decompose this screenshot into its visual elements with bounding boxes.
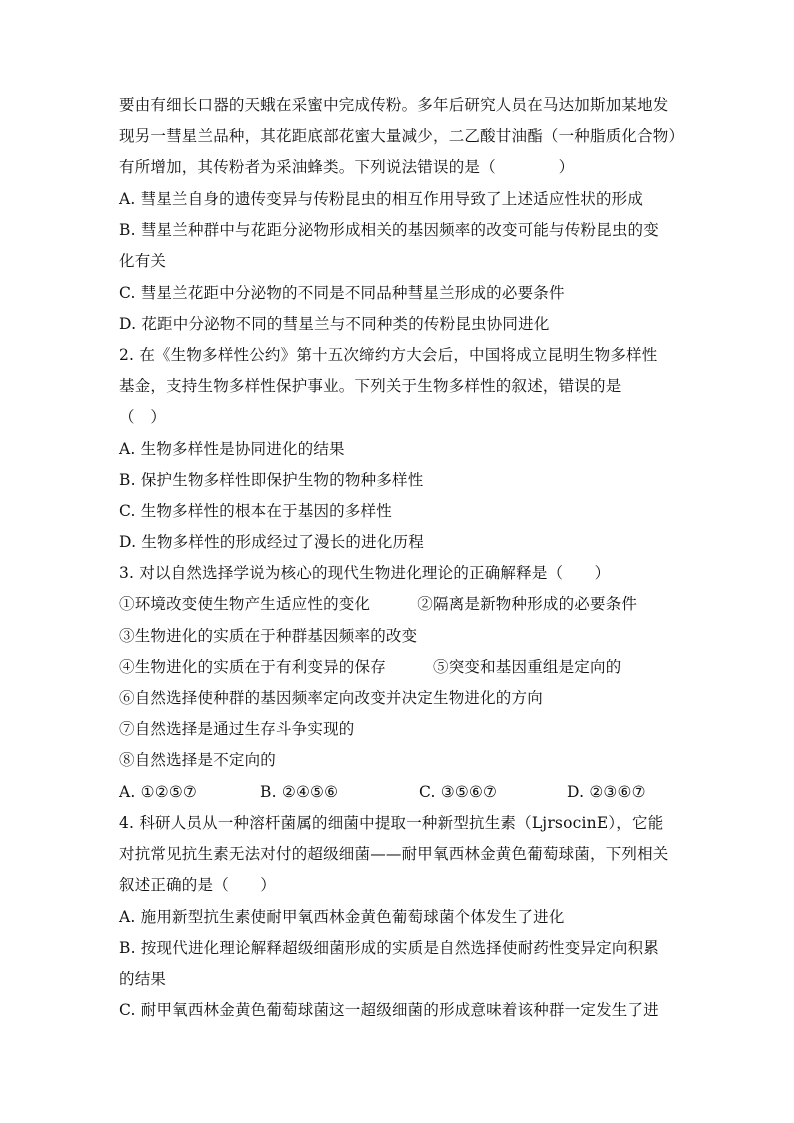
q3-statement: ⑦自然选择是通过生存斗争实现的	[119, 720, 355, 738]
q3-option-d: D. ②③⑥⑦	[567, 783, 646, 801]
q3-option-a: A. ①②⑤⑦	[119, 783, 198, 801]
q4-option-a: A. 施用新型抗生素使耐甲氧西林金黄色葡萄球菌个体发生了进化	[119, 908, 565, 926]
question-3-stem: 3. 对以自然选择学说为核心的现代生物进化理论的正确解释是（ ）	[119, 564, 611, 582]
q3-statement: ③生物进化的实质在于种群基因频率的改变	[119, 627, 418, 645]
question-4-stem-end: 叙述正确的是（ ）	[119, 876, 277, 894]
q3-statement: ⑥自然选择使种群的基因频率定向改变并决定生物进化的方向	[119, 689, 543, 707]
q3-option-c: C. ③⑤⑥⑦	[419, 783, 498, 801]
q1-option-c: C. 彗星兰花距中分泌物的不同是不同品种彗星兰形成的必要条件	[119, 284, 565, 302]
q2-option-a: A. 生物多样性是协同进化的结果	[119, 440, 345, 458]
q1-option-a: A. 彗星兰自身的遗传变异与传粉昆虫的相互作用导致了上述适应性状的形成	[119, 190, 644, 208]
question-2-stem: 2. 在《生物多样性公约》第十五次缔约方大会后，中国将成立昆明生物多样性	[119, 346, 658, 364]
q1-option-b-cont: 化有关	[119, 252, 167, 270]
question-2-stem-cont: 基金，支持生物多样性保护事业。下列关于生物多样性的叙述，错误的是	[119, 377, 622, 395]
q1-option-d: D. 花距中分泌物不同的彗星兰与不同种类的传粉昆虫协同进化	[119, 315, 550, 333]
q2-option-c: C. 生物多样性的根本在于基因的多样性	[119, 502, 392, 520]
q4-option-c: C. 耐甲氧西林金黄色葡萄球菌这一超级细菌的形成意味着该种群一定发生了进	[119, 1001, 659, 1019]
q4-option-b-cont: 的结果	[119, 970, 167, 988]
question-4-stem-cont: 对抗常见抗生素无法对付的超级细菌——耐甲氧西林金黄色葡萄球菌，下列相关	[119, 845, 669, 863]
q3-option-b: B. ②④⑤⑥	[260, 783, 339, 801]
question-1-stem-end: 有所增加，其传粉者为采油蜂类。下列说法错误的是（ ）	[119, 158, 575, 176]
q3-options-row	[119, 782, 679, 802]
q2-option-d: D. 生物多样性的形成经过了漫长的进化历程	[119, 533, 424, 551]
text-line: 现另一彗星兰品种，其花距底部花蜜大量减少，二乙酸甘油酯（一种脂质化合物）	[119, 127, 685, 145]
q1-option-b: B. 彗星兰种群中与花距分泌物形成相关的基因频率的改变可能与传粉昆虫的变	[119, 221, 659, 239]
q2-option-b: B. 保护生物多样性即保护生物的物种多样性	[119, 471, 424, 489]
question-2-blank: （ ）	[119, 408, 167, 426]
q3-statement: ①环境改变使生物产生适应性的变化 ②隔离是新物种形成的必要条件	[119, 595, 638, 613]
q3-statement: ⑧自然选择是不定向的	[119, 751, 277, 769]
q3-statement: ④生物进化的实质在于有利变异的保存 ⑤突变和基因重组是定向的	[119, 658, 622, 676]
q4-option-b: B. 按现代进化理论解释超级细菌形成的实质是自然选择使耐药性变异定向积累	[119, 939, 659, 957]
text-line: 要由有细长口器的天蛾在采蜜中完成传粉。多年后研究人员在马达加斯加某地发	[119, 96, 669, 114]
question-4-stem: 4. 科研人员从一种溶杆菌属的细菌中提取一种新型抗生素（LjrsocinE），它能	[119, 814, 664, 832]
